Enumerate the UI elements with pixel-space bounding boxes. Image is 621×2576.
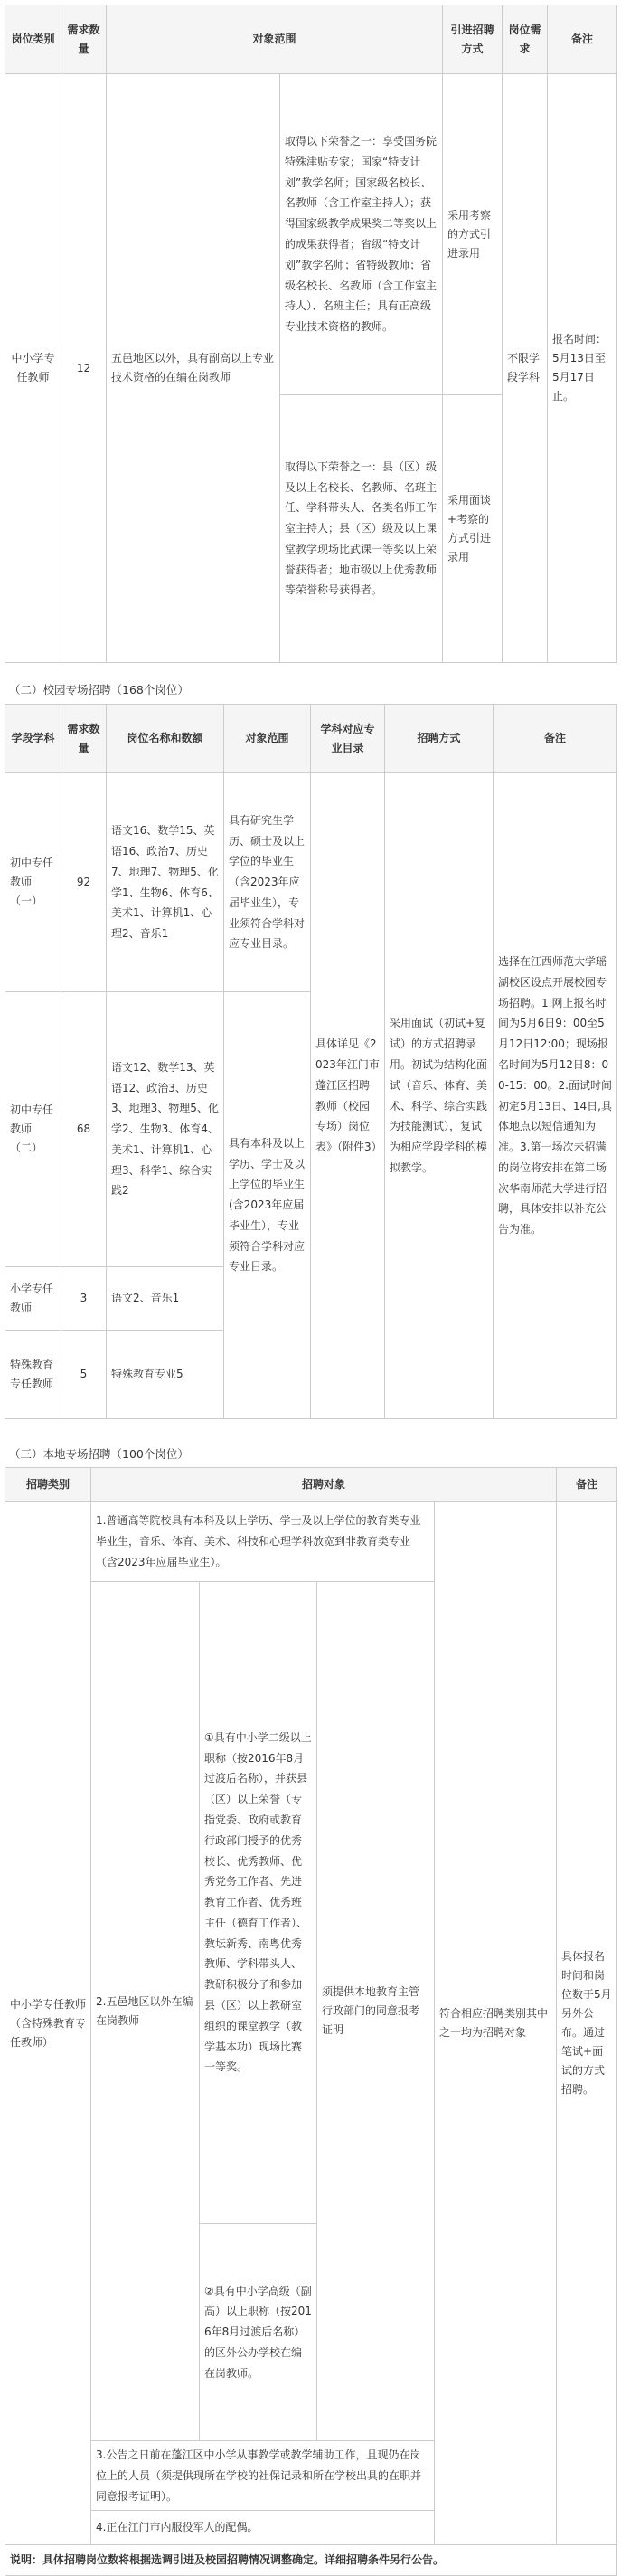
target-item-1: 1.普通高等院校具有本科及以上学历、学士及以上学位的教育类专业毕业生，音乐、体育、美术、科技和心理学科放宽到非教育类专业（含2023年应届毕业生）。 (91, 1502, 435, 1582)
category-cell: 中小学专任教师 (5, 74, 61, 663)
header-method: 招聘方式 (385, 705, 494, 773)
target-item-2-sub-1: ①具有中小学二级以上职称（按2016年8月过渡后名称），并获县（区）以上荣誉（专指党委、政府或教育行政部门授予的优秀校长、优秀教师、优秀党务工作者、先进教育工作者、优秀班主任（德育工作者）、教坛新秀、南粤优秀教师、学科带头人、教研积极分子和参加县（区）以上教研室组织的课堂教学（教学基本功）现场比赛一等奖。 (200, 1582, 317, 2224)
scope-graduate: 具有研究生学历、硕士及以上学位的毕业生（含2023年应届毕业生），专业须符合学科对应专业目录。 (224, 773, 311, 992)
header-scope: 对象范围 (224, 705, 311, 773)
footer-note: 说明：具体招聘岗位数将根据选调引进及校园招聘情况调整确定。详细招聘条件另行公告。 (5, 2545, 617, 2576)
target-item-2: 2.五邑地区以外在编在岗教师 (91, 1582, 200, 2441)
count-cell: 12 (61, 74, 107, 663)
header-target: 招聘对象 (91, 1468, 557, 1502)
scope-undergraduate: 具有本科及以上学历、学士及以上学位的毕业生(含2023年应届毕业生），专业须符合学科对应专业目录。 (224, 992, 311, 1419)
header-note: 备注 (557, 1468, 617, 1502)
header-count: 需求数量 (61, 705, 107, 773)
table-campus (5, 704, 617, 1419)
honor-cell-1: 取得以下荣誉之一：享受国务院特殊津贴专家；国家“特支计划”教学名师；国家级名校长、名教师（含工作室主持人）；获得国家级教学成果奖二等奖以上的成果获得者；省级“特支计划”教学名师；省特级教师；省级名校长、名教师（含工作室主持人）、名班主任；具有正高级专业技术资格的教师。 (280, 74, 443, 395)
table-row-positions: 语文2、音乐1 (107, 1267, 224, 1331)
table-row-stage: 初中专任教师（二） (5, 992, 61, 1267)
header-category: 招聘类别 (5, 1468, 91, 1502)
header-method: 引进招聘方式 (443, 5, 503, 74)
honor-cell-2: 取得以下荣誉之一：县（区）级及以上名校长、名教师、名班主任、学科带头人、各类名师工作室主持人；县（区）级及以上课堂教学现场比武课一等奖以上荣誉获得者；地市级以上优秀教师等荣誉称号获得者。 (280, 395, 443, 663)
header-catalog: 学科对应专业目录 (311, 705, 385, 773)
table-introduction (5, 5, 617, 663)
header-stage: 学段学科 (5, 705, 61, 773)
note-cell: 选择在江西师范大学瑶湖校区设点开展校园专场招聘。1.网上报名时间为5月6日9：00至5月12日12:00；现场报名时间为5月12日8：00-15：00。2.面试时间初定5月13日、14日,具体地点以短信通知为准。3.第一场次未招满的岗位将安排在第二场次华南师范大学进行招聘，具体安排以补充公告为准。 (494, 773, 617, 1419)
header-count: 需求数量 (61, 5, 107, 74)
table-row-count: 92 (61, 773, 107, 992)
method-cell: 采用面试（初试+复试）的方式招聘录用。初试为结构化面试（音乐、体育、美术、科学、综合实践为技能测试），复试为相应学段学科的模拟教学。 (385, 773, 494, 1419)
header-scope: 对象范围 (107, 5, 443, 74)
header-category: 岗位类别 (5, 5, 61, 74)
note-cell: 具体报名时间和岗位数于5月另外公布。通过笔试+面试的方式招聘。 (557, 1502, 617, 2545)
table-row-count: 3 (61, 1267, 107, 1331)
table-row-positions: 特殊教育专业5 (107, 1331, 224, 1419)
target-item-2-sub-2: ②具有中小学高级（副高）以上职称（按2016年8月过渡后名称）的区外公办学校在编在岗教师。 (200, 2224, 317, 2441)
table-row-positions: 语文12、数学13、英语12、政治3、历史3、地理3、物理5、化学2、生物3、体育4、美术1、计算机1、心理3、科学1、综合实践2 (107, 992, 224, 1267)
subject-cell: 不限学段学科 (503, 74, 548, 663)
table-row-count: 5 (61, 1331, 107, 1419)
proof-cell: 须提供本地教育主管行政部门的同意报考证明 (317, 1582, 435, 2441)
method-cell-2: 采用面谈+考察的方式引进录用 (443, 395, 503, 663)
header-note: 备注 (494, 705, 617, 773)
method-cell-1: 采用考察的方式引进录用 (443, 74, 503, 395)
table-row-stage: 小学专任教师 (5, 1267, 61, 1331)
table-row-stage: 初中专任教师（一） (5, 773, 61, 992)
note-cell: 报名时间：5月13日至5月17日止。 (548, 74, 617, 663)
scope-cell: 五邑地区以外，具有副高以上专业技术资格的在编在岗教师 (107, 74, 280, 663)
header-demand: 岗位需求 (503, 5, 548, 74)
table-local (5, 1467, 617, 2576)
table-row-positions: 语文16、数学15、英语16、政治7、历史7、地理7、物理5、化学1、生物6、体育6、美术1、计算机1、心理2、音乐1 (107, 773, 224, 992)
category-cell: 中小学专任教师（含特殊教育专任教师） (5, 1502, 91, 2545)
target-item-4: 4.正在江门市内服役军人的配偶。 (91, 2511, 435, 2545)
section-caption-campus: （二）校园专场招聘（168个岗位） (9, 683, 189, 696)
catalog-cell: 具体详见《2023年江门市蓬江区招聘教师（校园专场）岗位表》（附件3） (311, 773, 385, 1419)
table-row-count: 68 (61, 992, 107, 1267)
target-item-3: 3.公告之日前在蓬江区中小学从事教学或教学辅助工作，且现仍在岗位上的人员（须提供现所在学校的社保记录和所在学校出具的在职并同意报考证明）。 (91, 2441, 435, 2511)
header-positions: 岗位名称和数额 (107, 705, 224, 773)
table-row-stage: 特殊教育专任教师 (5, 1331, 61, 1419)
section-caption-local: （三）本地专场招聘（100个岗位） (9, 1447, 189, 1461)
match-cell: 符合相应招聘类别其中之一均为招聘对象 (435, 1502, 557, 2545)
header-note: 备注 (548, 5, 617, 74)
